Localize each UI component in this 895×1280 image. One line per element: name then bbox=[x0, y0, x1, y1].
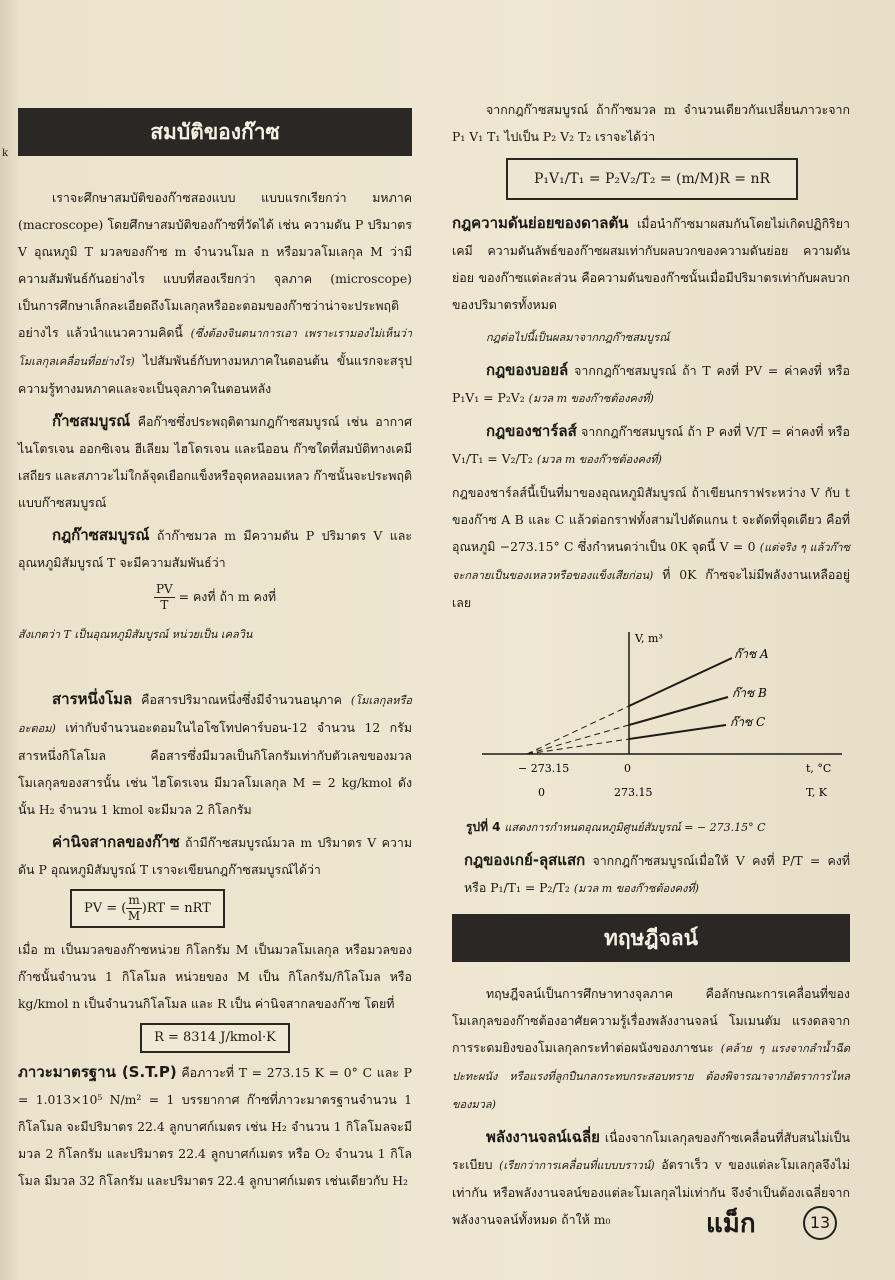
label-gas-c: ก๊าซ C bbox=[730, 715, 766, 729]
fraction-numerator: PV bbox=[155, 582, 173, 596]
heading-boyle: กฎของบอยล์ bbox=[486, 361, 569, 379]
r-value-box: R = 8314 J/kmol·K bbox=[140, 1023, 290, 1053]
paragraph-intro bbox=[18, 184, 412, 402]
equation-pv-over-t bbox=[18, 582, 412, 613]
kinetic-italic: (คล้าย ๆ แรงจากลำน้ำฉีดปะทะผนัง หรือแรงที่ลูกปืนกลกระทบกระสอบทราย ต้องพิจารณาจากอัตราการไหลของมวล) bbox=[452, 1042, 850, 1111]
boyle-italic: (มวล m ของก๊าซต้องคงที่) bbox=[528, 392, 654, 405]
extrapolation-c bbox=[527, 739, 629, 754]
fraction-m-over-M bbox=[126, 893, 141, 924]
stp-text: คือภาวะที่ T = 273.15 K = 0° C และ P = 1.013×10⁵ N/m² = 1 บรรยากาศ ก๊าซที่ภาวะมาตรฐานจำนวน 1 กิโลโมล จะมีปริมาตร 22.4 ลูกบาศก์เมตร เช่น H₂ จำนวน 1 กิโลโมลจะมีมวล 2 กิโลกรัม และปริมาตร 22.4 ลูกบาศก์เมตร หรือ O₂ จำนวน 1 กิโลโมล มีมวล 32 กิโลกรัม และปริมาตร 22.4 ลูกบาศก์เมตร เช่นเดียวกับ H₂ bbox=[18, 1065, 412, 1188]
derived-laws-note: กฎต่อไปนี้เป็นผลมาจากกฎก๊าซสมบูรณ์ bbox=[486, 331, 670, 344]
paragraph-mole bbox=[18, 686, 412, 823]
line-gas-c bbox=[629, 725, 726, 739]
heading-ideal-gas: ก๊าซสมบูรณ์ bbox=[52, 412, 131, 430]
heading-stp: ภาวะมาตรฐาน (S.T.P) bbox=[18, 1063, 177, 1081]
fraction-denominator: T bbox=[160, 598, 169, 612]
fraction-M: M bbox=[127, 909, 141, 923]
figure-caption bbox=[452, 814, 850, 841]
intro-text-end: ไปสัมพันธ์กับทางมหภาคในตอนต้น ขั้นแรกจะสรุปความรู้ทางมหภาคและจะเป็นจุลภาคในตอนหลัง bbox=[18, 353, 412, 396]
figure-v-t-graph bbox=[452, 622, 850, 812]
heading-ideal-gas-law: กฎก๊าซสมบูรณ์ bbox=[52, 526, 150, 544]
heading-dalton: กฎความดันย่อยของดาลตัน bbox=[452, 214, 629, 232]
equation-pv-nrt bbox=[70, 889, 225, 928]
paragraph-boyle bbox=[452, 357, 850, 412]
charles-text: จากกฎก๊าซสมบูรณ์ ถ้า P คงที่ V/T = ค่าคงที่ หรือ V₁/T₁ = V₂/T₂ bbox=[452, 424, 850, 466]
eq-left: PV = ( bbox=[84, 901, 127, 916]
section-title-gas-properties: สมบัติของก๊าซ bbox=[18, 108, 412, 156]
paragraph-gas-constant bbox=[18, 829, 412, 883]
label-gas-a: ก๊าซ A bbox=[734, 647, 769, 661]
figure-label: รูปที่ 4 bbox=[466, 820, 501, 834]
gay-lussac-italic: (มวล m ของก๊าซต้องคงที่) bbox=[573, 882, 699, 895]
heading-mole: สารหนึ่งโมล bbox=[52, 690, 133, 708]
label-v-axis: V, m³ bbox=[635, 632, 663, 645]
tick-t-zero: 0 bbox=[624, 762, 631, 775]
paragraph-gay-lussac bbox=[452, 847, 850, 902]
line-gas-a bbox=[629, 658, 732, 706]
page-number: 13 bbox=[803, 1206, 837, 1240]
note-kelvin: สังเกตว่า T เป็นอุณหภูมิสัมบูรณ์ หน่วยเป็น เคลวิน bbox=[18, 628, 253, 641]
tick-k-zero: 0 bbox=[538, 786, 545, 799]
average-energy-italic: (เรียกว่าการเคลื่อนที่แบบบราวน์) bbox=[499, 1159, 655, 1172]
equation-pv-nrt-wrap bbox=[70, 889, 412, 928]
magazine-brand: แม็ก bbox=[706, 1209, 756, 1239]
paragraph-stp bbox=[18, 1059, 412, 1194]
heading-gay-lussac: กฎของเกย์-ลุสแสก bbox=[464, 851, 586, 869]
paragraph-ideal-gas-law bbox=[18, 522, 412, 576]
tick-k-value: 273.15 bbox=[614, 786, 653, 799]
extrapolation-b bbox=[527, 725, 629, 754]
right-column bbox=[452, 96, 850, 1239]
paragraph-m-definition: เมื่อ m เป็นมวลของก๊าซหน่วย กิโลกรัม M เป็นมวลโมเลกุล หรือมวลของก๊าซนั้นจำนวน 1 กิโลโมล หน่วยของ M เป็น กิโลกรัม/กิโลโมล หรือ kg/kmol n เป็นจำนวนกิโลโมล และ R เป็น ค่านิจสากลของก๊าซ โดยที่ bbox=[18, 942, 412, 1011]
average-energy-end: อัตราเร็ว v ของแต่ละโมเลกุลจึงไม่เท่ากัน หรือพลังงานจลน์ของแต่ละโมเลกุลไม่เท่ากัน จึงจำเป็นต้องเฉลี่ยจากพลังงานจลน์ทั้งหมด ถ้าให้ m₀ bbox=[452, 1157, 850, 1227]
margin-mark: k bbox=[2, 148, 9, 159]
intro-italic: (ซึ่งต้องจินตนาการเอา เพราะเรามองไม่เห็นว่าโมเลกุลเคลื่อนที่อย่างไร) bbox=[18, 327, 412, 368]
charles-italic: (มวล m ของก๊าซต้องคงที่) bbox=[536, 453, 662, 466]
paragraph-charles bbox=[452, 418, 850, 473]
gay-lussac-text: จากกฎก๊าซสมบูรณ์เมื่อให้ V คงที่ P/T = คงที่ หรือ P₁/T₁ = P₂/T₂ bbox=[464, 853, 850, 895]
absolute-zero-text: กฎของชาร์ลส์นี้เป็นที่มาของอุณหภูมิสัมบูรณ์ ถ้าเขียนกราฟระหว่าง V กับ t ของก๊าซ A B และ C แล้วต่อกราฟทั้งสามไปตัดแกน t จะตัดที่จุดเดียว คือที่อุณหภูมิ −273.15° C ซึ่งกำหนดว่าเป็น 0K จุดนี้ V = 0 bbox=[452, 485, 850, 554]
dalton-text: เมื่อนำก๊าซมาผสมกันโดยไม่เกิดปฏิกิริยาเคมี ความดันลัพธ์ของก๊าซผสมเท่ากับผลบวกของความดันย่อย ความดันย่อย ของก๊าซแต่ละส่วน คือความดันของก๊าซนั้นเมื่อมีปริมาตรเท่ากับผลบวกของปริมาตรทั้งหมด bbox=[452, 216, 850, 312]
paragraph-dalton bbox=[452, 210, 850, 318]
mole-text: คือสารปริมาณหนึ่งซึ่งมีจำนวนอนุภาค bbox=[141, 692, 342, 707]
label-gas-b: ก๊าซ B bbox=[732, 686, 767, 700]
tick-t-neg: − 273.15 bbox=[518, 762, 570, 775]
line-gas-b bbox=[629, 697, 728, 725]
ideal-gas-law-text: ถ้าก๊าซมวล m มีความดัน P ปริมาตร V และอุณหภูมิสัมบูรณ์ T จะมีความสัมพันธ์ว่า bbox=[18, 528, 412, 570]
paragraph-intro-right: จากกฎก๊าซสมบูรณ์ ถ้าก๊าซมวล m จำนวนเดียวกันเปลี่ยนภาวะจาก P₁ V₁ T₁ ไปเป็น P₂ V₂ T₂ เราจะได้ว่า bbox=[452, 102, 850, 144]
mole-italic: (โมเลกุลหรืออะตอม) bbox=[18, 694, 412, 735]
ideal-gas-text: คือก๊าซซึ่งประพฤติตามกฎก๊าซสมบูรณ์ เช่น อากาศ ไนโตรเจน ออกซิเจน ฮีเลียม ไฮโดรเจน และนีออน ก๊าซใดที่สมบัติทางเคมีเสถียร และสภาวะไม่ใกล้จุดเยือกแข็งหรือจุดหลอมเหลว ก๊าซนั้นจะประพฤติแบบก๊าซสมบูรณ์ bbox=[18, 414, 412, 510]
paragraph-ideal-gas bbox=[18, 408, 412, 516]
label-k-axis: T, K bbox=[806, 786, 827, 799]
fraction-m: m bbox=[128, 893, 140, 907]
left-column bbox=[18, 100, 412, 1200]
mole-text-2: เท่ากับจำนวนอะตอมในไอโซโทปคาร์บอน-12 จำนวน 12 กรัม สารหนึ่งกิโลโมล คือสารซึ่งมีมวลเป็นกิโลกรัมเท่ากับตัวเลขของมวลโมเลกุลของสารนั้น เช่น ไฮโดรเจน มีมวลโมเลกุล M = 2 kg/kmol ดังนั้น H₂ จำนวน 1 kmol จะมีมวล 2 กิโลกรัม bbox=[18, 720, 412, 817]
eq-right: )RT = nRT bbox=[141, 901, 211, 916]
paragraph-absolute-zero bbox=[452, 479, 850, 616]
r-value-wrap bbox=[18, 1023, 412, 1053]
intro-text: เราจะศึกษาสมบัติของก๊าซสองแบบ แบบแรกเรียกว่า มหภาค (macroscope) โดยศึกษาสมบัติของก๊าซที่วัดได้ เช่น ความดัน P ปริมาตร V อุณหภูมิ T มวลของก๊าซ m จำนวนโมล n หรือมวลโมเลกุล M ว่ามีความสัมพันธ์กันอย่างไร แบบที่สองเรียกว่า จุลภาค (microscope) เป็นการศึกษาเล็กละเอียดถึงโมเลกุลหรืออะตอมของก๊าซว่าน่าจะประพฤติอย่างไร แล้วนำแนวความคิดนี้ bbox=[18, 190, 412, 340]
heading-average-energy: พลังงานจลน์เฉลี่ย bbox=[486, 1128, 600, 1146]
boyle-text: จากกฎก๊าซสมบูรณ์ ถ้า T คงที่ PV = ค่าคงที่ หรือ P₁V₁ = P₂V₂ bbox=[452, 363, 850, 405]
heading-gas-constant: ค่านิจสากลของก๊าซ bbox=[52, 833, 180, 851]
figure-caption-text: แสดงการกำหนดอุณหภูมิศูนย์สัมบูรณ์ = − 273.15° C bbox=[504, 821, 766, 834]
average-energy-text: เนื่องจากโมเลกุลของก๊าซเคลื่อนที่สับสนไม่เป็นระเบียบ bbox=[452, 1130, 850, 1172]
kinetic-text: ทฤษฎีจลน์เป็นการศึกษาทางจุลภาค คือลักษณะการเคลื่อนที่ของโมเลกุลของก๊าซต้องอาศัยความรู้เรื่องพลังงานจลน์ โมเมนตัม แรงดลจากการระดมยิงของโมเลกุลกระทำต่อผนังของภาชนะ bbox=[452, 986, 850, 1055]
absolute-zero-italic: (แต่จริง ๆ แล้วก๊าซจะกลายเป็นของเหลวหรือของแข็งเสียก่อน) bbox=[452, 541, 850, 582]
graph-svg bbox=[452, 622, 850, 812]
section-title-kinetic-theory: ทฤษฎีจลน์ bbox=[452, 914, 850, 962]
fraction-pv-t bbox=[154, 582, 175, 613]
absolute-zero-end: ที่ 0K ก๊าซจะไม่มีพลังงานเหลืออยู่เลย bbox=[452, 567, 850, 610]
paragraph-kinetic bbox=[452, 980, 850, 1118]
paragraph-average-energy bbox=[452, 1124, 850, 1233]
gas-constant-text: ถ้ามีก๊าซสมบูรณ์มวล m ปริมาตร V ความดัน P อุณหภูมิสัมบูรณ์ T เราจะเขียนกฎก๊าซสมบูรณ์ได้ว่า bbox=[18, 835, 412, 877]
label-t-axis: t, °C bbox=[806, 762, 832, 775]
equation-rhs: = คงที่ ถ้า m คงที่ bbox=[178, 589, 277, 604]
heading-charles: กฎของชาร์ลส์ bbox=[486, 422, 577, 440]
equation-combined-gas-law: P₁V₁/T₁ = P₂V₂/T₂ = (m/M)R = nR bbox=[506, 158, 798, 200]
